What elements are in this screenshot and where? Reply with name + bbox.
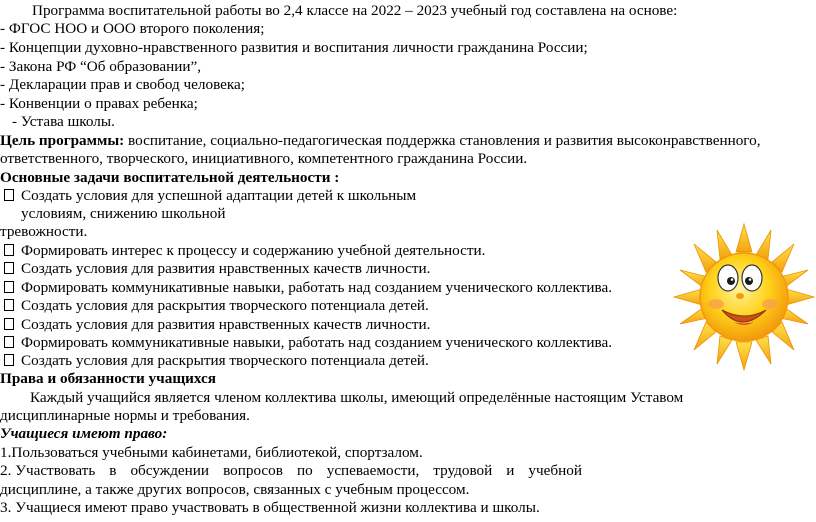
smiling-sun-icon	[672, 222, 816, 372]
checkbox-bullet-icon	[4, 244, 14, 256]
task-item: Создать условия для развития нравственных качеств личности.	[4, 260, 430, 278]
checkbox-bullet-icon	[4, 354, 14, 366]
rights-paragraph: Каждый учащийся является членом коллектива школы, имеющий определённые настоящим Уставом	[30, 389, 684, 406]
task-item: Создать условия для раскрытия творческого потенциала детей.	[4, 352, 429, 370]
task-item: Формировать интерес к процессу и содержанию учебной деятельности.	[4, 242, 485, 260]
task-item: Создать условия для развития нравственных качеств личности.	[4, 316, 430, 334]
basis-item: - Декларации прав и свобод человека;	[0, 76, 246, 93]
task-item: Создать условия для раскрытия творческого потенциала детей.	[4, 297, 429, 315]
sun-nose	[736, 293, 744, 299]
goal-text: воспитание, социально-педагогическая поддержка становления и развития высоконравственного,	[124, 132, 761, 149]
basis-item: - Закона РФ “Об образовании”,	[0, 58, 202, 75]
sun-cheek	[762, 299, 778, 309]
task-item: Создать условия для успешной адаптации детей к школьным	[4, 187, 416, 205]
basis-item: - Концепции духовно-нравственного развития и воспитания личности гражданина России;	[0, 39, 588, 56]
task-item-continued: тревожности.	[0, 223, 88, 240]
checkbox-bullet-icon	[4, 299, 14, 311]
intro-line: Программа воспитательной работы во 2,4 классе на 2022 – 2023 учебный год составлена на основе:	[32, 2, 678, 19]
right-item: 1.Пользоваться учебными кабинетами, библиотекой, спортзалом.	[0, 444, 423, 461]
right-item-continued: дисциплине, а также других вопросов, связанных с учебным процессом.	[0, 481, 470, 498]
goal-line	[0, 132, 761, 150]
right-item-justified: 2. Участвовать в обсуждении вопросов по успеваемости, трудовой и учебной	[0, 462, 582, 479]
basis-item: - ФГОС НОО и ООО второго поколения;	[0, 20, 265, 37]
checkbox-bullet-icon	[4, 281, 14, 293]
rights-paragraph-continued: дисциплинарные нормы и требования.	[0, 407, 250, 424]
rights-heading: Права и обязанности учащихся	[0, 370, 216, 387]
rights-subheading: Учащиеся имеют право:	[0, 425, 168, 442]
tasks-heading: Основные задачи воспитательной деятельности :	[0, 169, 340, 186]
checkbox-bullet-icon	[4, 336, 14, 348]
basis-item: - Устава школы.	[12, 113, 115, 130]
checkbox-bullet-icon	[4, 189, 14, 201]
basis-item: - Конвенции о правах ребенка;	[0, 95, 198, 112]
goal-text-continued: ответственного, творческого, инициативного, компетентного гражданина России.	[0, 150, 528, 167]
sun-body	[700, 253, 788, 341]
task-item: Формировать коммуникативные навыки, работать над созданием ученического коллектива.	[4, 334, 612, 352]
right-item: 3. Учащиеся имеют право участвовать в общественной жизни коллектива и школы.	[0, 499, 540, 516]
checkbox-bullet-icon	[4, 318, 14, 330]
sun-cheek	[708, 299, 724, 309]
task-item: Формировать коммуникативные навыки, работать над созданием ученического коллектива.	[4, 279, 612, 297]
task-item-continued: условиям, снижению школьной	[21, 205, 226, 222]
checkbox-bullet-icon	[4, 262, 14, 274]
goal-label: Цель программы:	[0, 132, 125, 149]
